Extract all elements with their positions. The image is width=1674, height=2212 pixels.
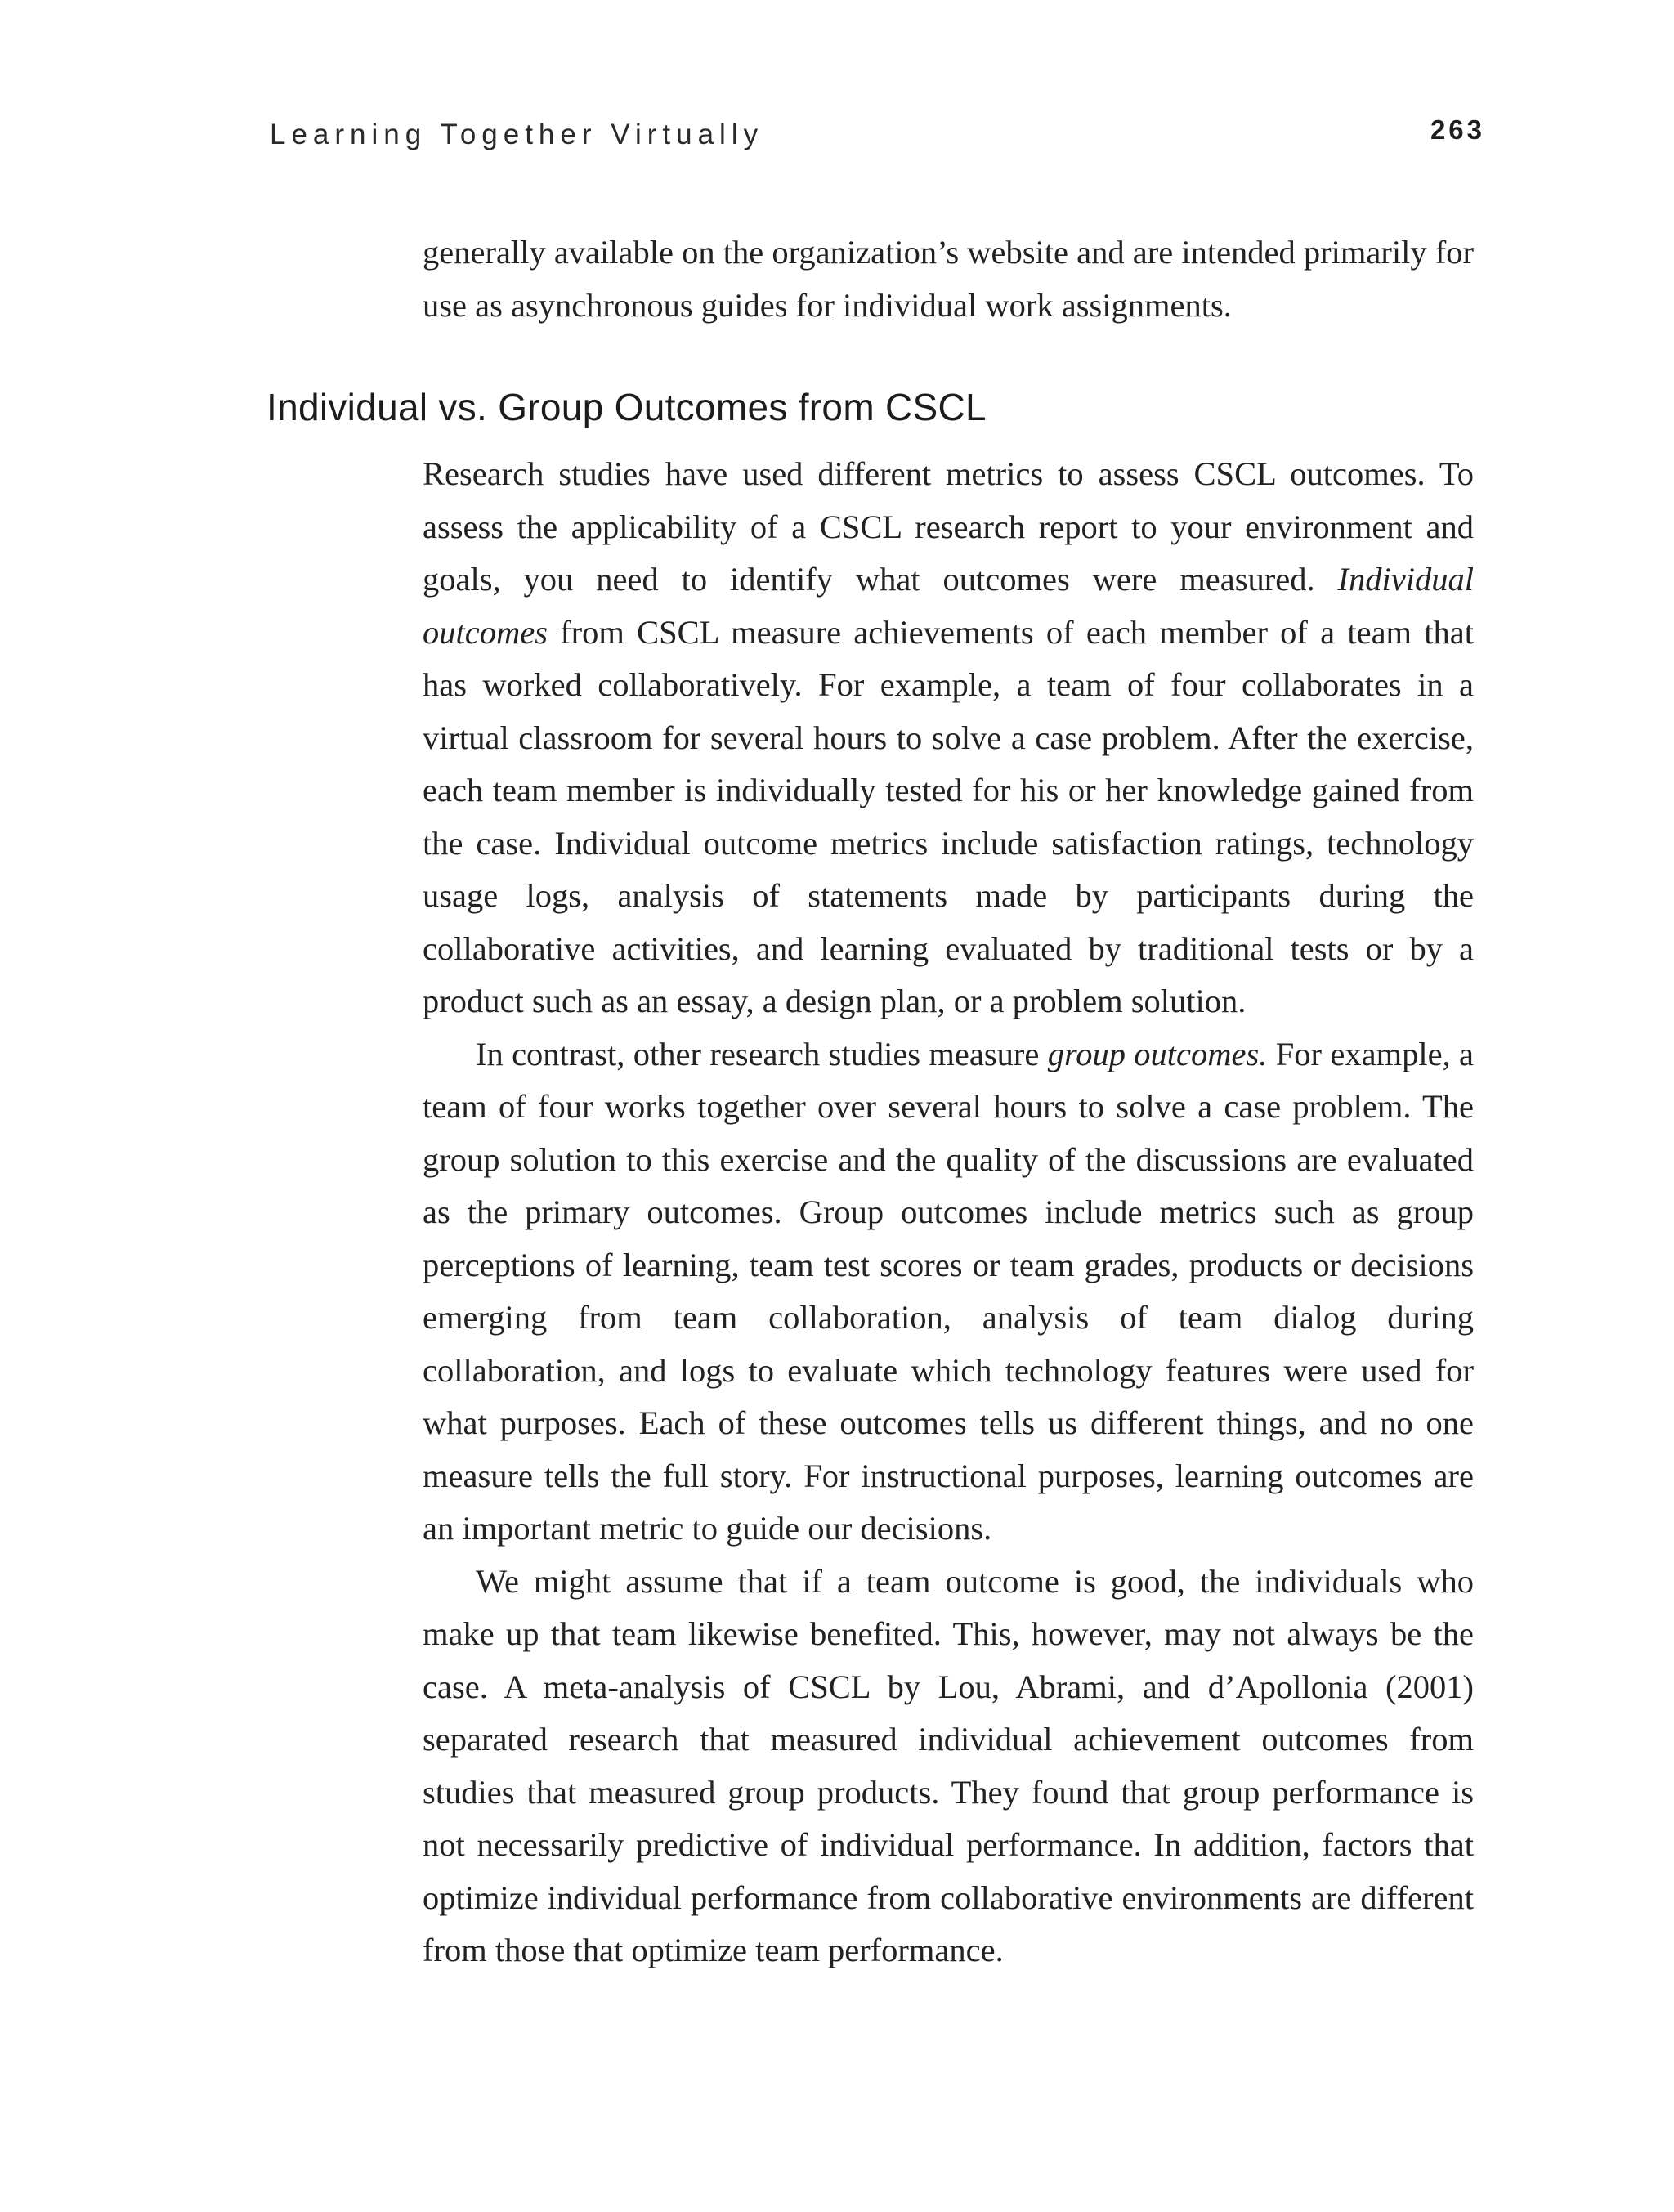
paragraph-text: from CSCL measure achievements of each member of a team that has worked collaboratively. For example, a team of four collaborates in a virtual classroom for several hours to solve a case problem. After the exercise, each team member is individually tested for his or her knowledge gained from the case. Individual outcome metrics include satisfaction ratings, technology usage logs, analysis of statements made by participants during the collaborative activities, and learning evaluated by traditional tests or by a product such as an essay, a design plan, or a problem solution.	[423, 613, 1474, 1019]
paragraph-text: For example, a team of four works together over several hours to solve a case problem. The group solution to this exercise and the quality of the discussions are evaluated as the primary outcomes. Group outcomes include metrics such as group perceptions of learning, team test scores or team grades, products or decisions emerging from team collaboration, analysis of team dialog during collaboration, and logs to evaluate which technology features were used for what purposes. Each of these outcomes tells us different things, and no one measure tells the full story. For instructional purposes, learning outcomes are an important metric to guide our decisions.	[423, 1035, 1474, 1547]
italic-term-group-outcomes: group outcomes.	[1047, 1035, 1268, 1072]
paragraph-text: Research studies have used different metrics to assess CSCL outcomes. To assess the applicability of a CSCL research report to your environment and goals, you need to identify what outcomes were measured.	[423, 455, 1474, 598]
paragraph-meta-analysis: We might assume that if a team outcome is good, the individuals who make up that team likewise benefited. This, however, may not always be the case. A meta-analysis of CSCL by Lou, Abrami, and d’Apollonia (2001) separated research that measured individual achievement outcomes from studies that measured group products. They found that group performance is not necessarily predictive of individual performance. In addition, factors that optimize individual performance from collaborative environments are different from those that optimize team performance.	[423, 1562, 1474, 1968]
italic-term-individual-outcomes: Individual outcomes	[423, 561, 1474, 651]
paragraph-text: In contrast, other research studies measure	[476, 1035, 1048, 1072]
paragraph-individual-outcomes	[423, 448, 1474, 1028]
section-body	[423, 448, 1474, 1977]
page-number: 263	[1430, 114, 1485, 145]
continuation-paragraph: generally available on the organization’s website and are intended primarily for use as asynchronous guides for individual work assignments.	[423, 234, 1474, 324]
paragraph-group-outcomes	[423, 1028, 1474, 1556]
section-heading: Individual vs. Group Outcomes from CSCL	[266, 386, 987, 428]
running-head-title: Learning Together Virtually	[270, 119, 764, 150]
